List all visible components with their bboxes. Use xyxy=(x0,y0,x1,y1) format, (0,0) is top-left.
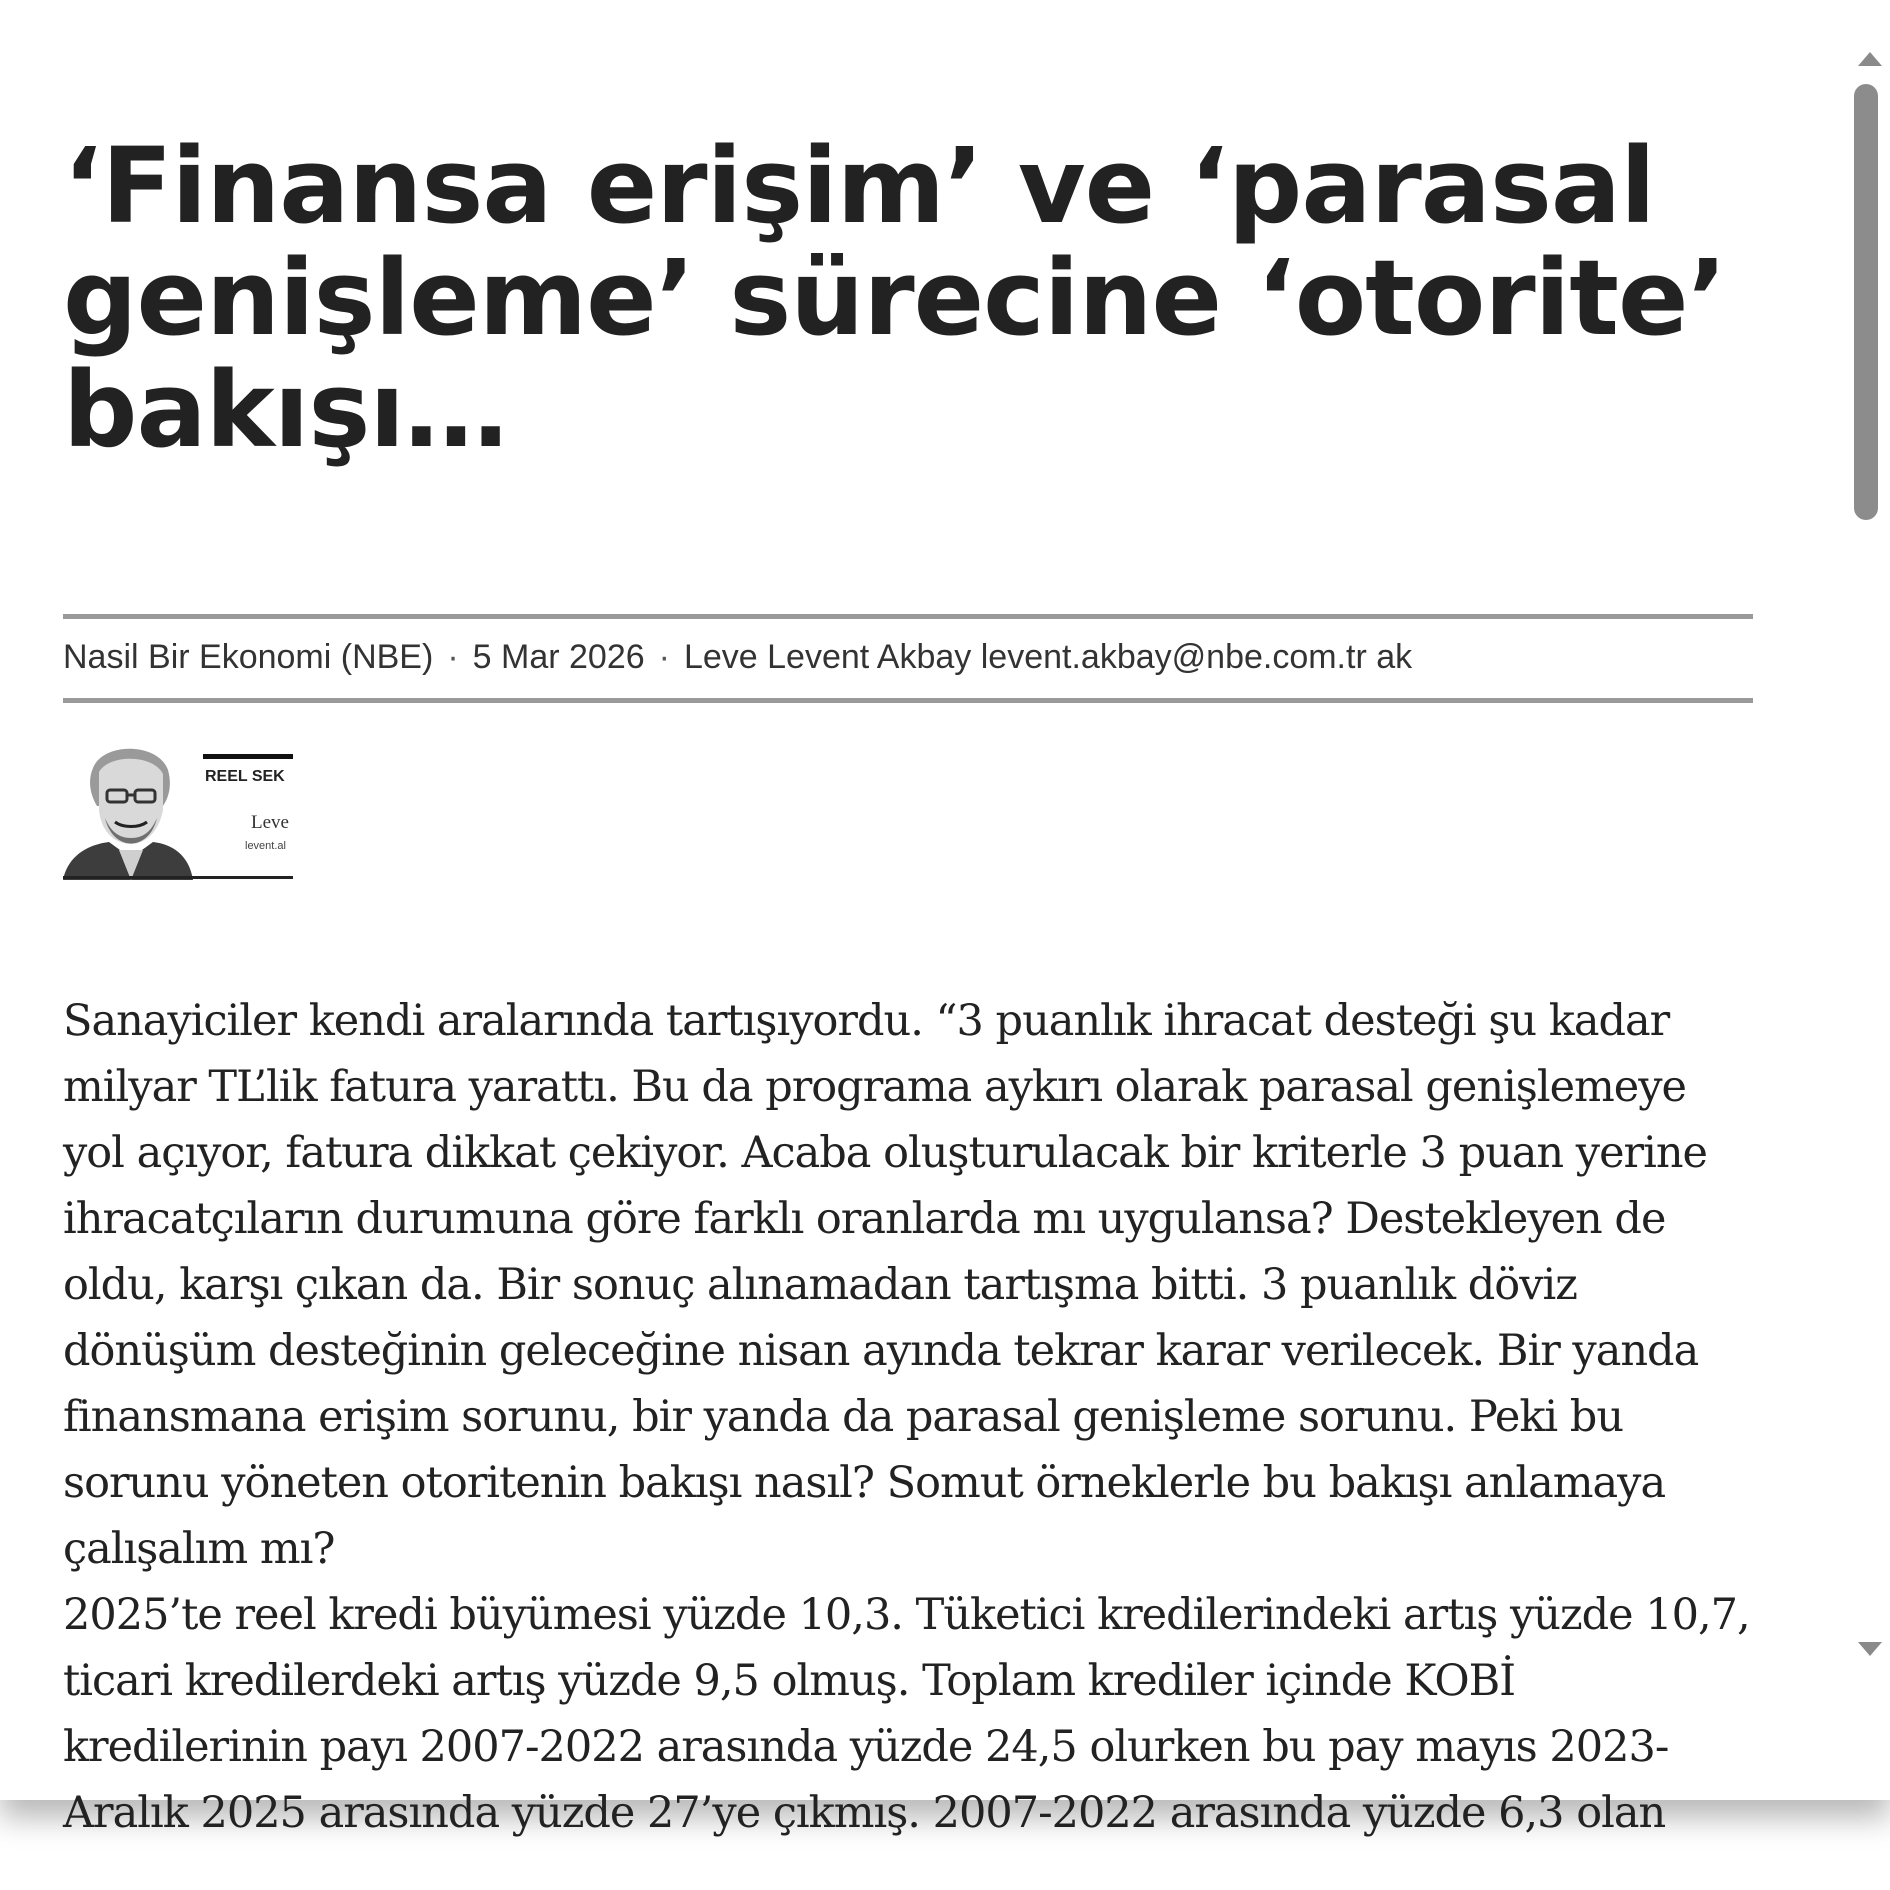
article-byline xyxy=(63,633,1753,681)
byline-author: Leve Levent Akbay levent.akbay@nbe.com.tr ak xyxy=(683,638,1413,676)
column-header-bar xyxy=(203,754,293,759)
author-column-image xyxy=(63,740,293,880)
article-body xyxy=(63,988,1753,1846)
article-paragraph: Sanayiciler kendi aralarında tartışıyordu. “3 puanlık ihracat desteği şu kadar milyar TL’lik fatura yarattı. Bu da programa aykırı olarak parasal genişlemeye yol açıyor, fatura dikkat çekiyor. Acaba oluşturulacak bir kriterle 3 puan yerine ihracatçıların durumuna göre farklı oranlarda mı uygulansa? Destekleyen de oldu, karşı çıkan da. Bir sonuç alınamadan tartışma bitti. 3 puanlık döviz dönüşüm desteğinin geleceğine nisan ayında tekrar karar verilecek. Bir yanda finansmana erişim sorunu, bir yanda da parasal genişleme sorunu. Peki bu sorunu yöneten otoritenin bakışı nasıl? Somut örneklerle bu bakışı anlamaya çalışalım mı? xyxy=(63,996,1707,1574)
byline-date: 5 Mar 2026 xyxy=(472,638,645,676)
column-author-name: Leve xyxy=(251,812,289,833)
scroll-down-icon[interactable] xyxy=(1858,1642,1882,1656)
article xyxy=(63,125,1753,1838)
author-portrait xyxy=(63,740,193,880)
column-author-email: levent.al xyxy=(245,840,286,852)
scroll-thumb[interactable] xyxy=(1854,84,1878,520)
vertical-scrollbar[interactable] xyxy=(1850,40,1890,1672)
column-label: REEL SEK xyxy=(205,768,285,785)
byline-separator: · xyxy=(658,638,670,676)
article-headline: ‘Finansa erişim’ ve ‘parasal genişleme’ sürecine ‘otorite’ bakışı… xyxy=(63,125,1727,471)
column-bottom-line xyxy=(63,876,293,879)
byline-separator: · xyxy=(447,638,459,676)
byline-bottom-rule xyxy=(63,698,1753,703)
article-paragraph: 2025’te reel kredi büyümesi yüzde 10,3. Tüketici kredilerindeki artış yüzde 10,7, ticari kredilerdeki artış yüzde 9,5 olmuş. Toplam krediler içinde KOBİ kredilerinin payı 2007-2022 arasında yüzde 24,5 olurken bu pay mayıs 2023-Aralık 2025 arasında yüzde 27’ye çıkmış. 2007-2022 arasında yüzde 6,3 olan xyxy=(63,1590,1750,1838)
byline-top-rule xyxy=(63,614,1753,619)
byline-source: Nasil Bir Ekonomi (NBE) xyxy=(63,638,434,676)
article-viewport[interactable] xyxy=(0,40,1850,1838)
scroll-up-icon[interactable] xyxy=(1858,52,1882,66)
